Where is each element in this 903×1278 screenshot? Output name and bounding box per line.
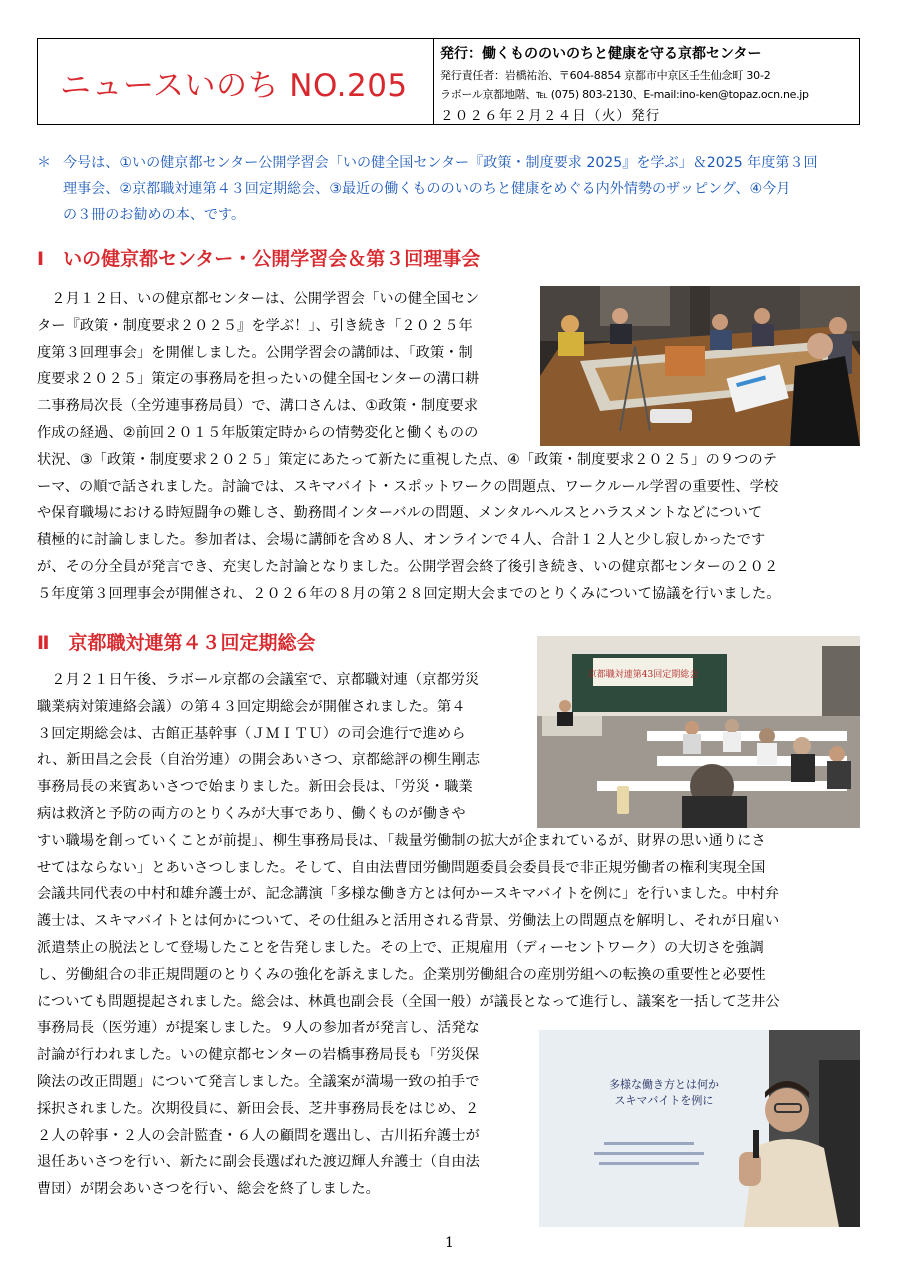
- body-line: ２月２１日午後、ラボール京都の会議室で、京都職対連（京都労災: [37, 672, 480, 688]
- body-line: 状況、③「政策・制度要求２０２５」策定にあたって新たに重視した点、④「政策・制度要求２０２５」の９つのテ: [37, 451, 778, 468]
- body-line: 度第３回理事会」を開催しました。公開学習会の講師は、「政策・制: [37, 344, 473, 361]
- intro-line: ＊ 今号は、①いの健京都センター公開学習会「いの健全国センター『政策・制度要求 2025』を学ぶ」＆2025 年度第３回: [37, 150, 863, 176]
- address-line: ラボール京都地階、℡ (075) 803-2130、E-mail:ino-ken@topaz.ocn.ne.jp: [440, 88, 809, 101]
- body-line: 派遣禁止の脱法として登場したことを告発しました。その上で、正規雇用（ディーセントワーク）の大切さを強調: [37, 939, 764, 956]
- body-line: れ、新田昌之会長（自治労連）の開会あいさつ、京都総評の柳生剛志: [37, 752, 481, 769]
- body-line: 病は救済と予防の両方のとりくみが大事であり、働くものが働きや: [37, 805, 466, 822]
- body-line: 護士は、スキマバイトとは何かについて、その仕組みと活用される背景、労働法上の問題点を解明し、それが日雇い: [37, 913, 780, 930]
- lecturer-image: [539, 1030, 860, 1227]
- body-line: 曹団）が閉会あいさつを行い、総会を終了しました。: [37, 1181, 380, 1198]
- publisher-line: 発行：働くもののいのちと健康を守る京都センター: [440, 46, 762, 62]
- body-line: や保育職場における時短闘争の難しさ、勤務間インターバルの問題、メンタルヘルスとハラスメントなどについて: [37, 505, 763, 522]
- body-line: ３回定期総会は、古館正基幹事（ＪＭＩＴＵ）の司会進行で進めら: [37, 725, 466, 742]
- section-1-heading: Ⅰ いの健京都センター・公開学習会＆第３回理事会: [37, 248, 481, 270]
- slide-title-1: 多様な働き方とは何か: [609, 1078, 719, 1091]
- body-line: ２月１２日、いの健京都センターは、公開学習会「いの健全国セン: [37, 291, 480, 307]
- body-line: し、労働組合の非正規問題のとりくみの強化を訴えました。企業別労働組合の産別労組への転換の重要性と必要性: [37, 966, 766, 983]
- intro-line: の３冊のお勧めの本、です。: [63, 207, 246, 223]
- body-line: 険法の改正問題」について発言しました。全議案が満場一致の拍手で: [37, 1073, 480, 1090]
- body-line: せてはならない」とあいさつしました。そして、自由法曹団労働問題委員会委員長で非正規労働者の権利実現全国: [37, 859, 766, 876]
- body-line: ２人の幹事・２人の会計監査・６人の顧問を選出し、古川拓弁護士が: [37, 1127, 480, 1144]
- body-line: ター『政策・制度要求２０２５』を学ぶ！」、引き続き「２０２５年: [37, 317, 473, 334]
- newsletter-title: ニュースいのち NO.205: [60, 68, 408, 104]
- body-line: すい職場を創っていくことが前提」、柳生事務局長は、「裁量労働制の拡大が企まれているが、財界の思い通りにさ: [37, 832, 766, 849]
- assembly-banner-text: 京都職対連第43回定期総会: [587, 670, 699, 680]
- body-line: 度要求２０２５」策定の事務局を担ったいの健全国センターの溝口耕: [37, 371, 480, 388]
- responsible-line: 発行責任者：岩橋祐治、〒604-8854 京都市中京区壬生仙念町 30-2: [440, 69, 771, 82]
- body-line: 積極的に討論しました。参加者は、会場に講師を含め８人、オンラインで４人、合計１２人と少し寂しかったです: [37, 532, 766, 549]
- body-line: 職業病対策連絡会議）の第４３回定期総会が開催されました。第４: [37, 698, 466, 715]
- body-line: 事務局長（医労連）が提案しました。９人の参加者が発言し、活発な: [37, 1020, 480, 1037]
- asterisk-bullet: ＊: [37, 155, 52, 171]
- issue-date: ２０２６年２月２４日（火）発行: [440, 108, 661, 124]
- body-line: 採択されました。次期役員に、新田会長、芝井事務局長をはじめ、２: [37, 1100, 480, 1117]
- body-line: 二事務局次長（全労連事務局員）で、溝口さんは、①政策・制度要求: [37, 398, 479, 415]
- intro-line: 理事会、②京都職対連第４３回定期総会、③最近の働くもののいのちと健康をめぐる内外情勢のザッピング、④今月: [63, 181, 791, 197]
- slide-title-2: スキマバイトを例に: [614, 1094, 714, 1107]
- section-1-body: [37, 286, 863, 608]
- body-line: ５年度第３回理事会が開催され、２０２６年の８月の第２８回定期大会までのとりくみについて協議を行いました。: [37, 585, 781, 602]
- intro-block: [37, 150, 863, 228]
- body-line: が、その分全員が発言でき、充実した討論となりました。公開学習会終了後引き続き、いの健京都センターの２０２: [37, 558, 779, 575]
- masthead-divider: [433, 38, 434, 125]
- body-line: 会議共同代表の中村和雄弁護士が、記念講演「多様な働き方とは何かースキマバイトを例に」を行いました。中村弁: [37, 886, 780, 903]
- page-number: 1: [445, 1235, 454, 1251]
- body-line: ーマ、の順で話されました。討論では、スキマバイト・スポットワークの問題点、ワークルール学習の重要性、学校: [37, 478, 779, 495]
- body-line: 討論が行われました。いの健京都センターの岩橋事務局長も「労災保: [37, 1047, 480, 1064]
- body-line: 作成の経過、②前回２０１５年版策定時からの情勢変化と働くものの: [37, 424, 479, 441]
- section-2-heading: Ⅱ 京都職対連第４３回定期総会: [37, 632, 316, 654]
- body-line: についても問題提起されました。総会は、林眞也副会長（全国一般）が議長となって進行し、議案を一括して芝井公: [37, 993, 780, 1010]
- body-line: 退任あいさつを行い、新たに副会長選ばれた渡辺輝人弁護士（自由法: [37, 1154, 480, 1171]
- lecture-photo: [539, 1030, 860, 1227]
- body-line: 事務局長の来賓あいさつで始まりました。新田会長は、「労災・職業: [37, 779, 473, 796]
